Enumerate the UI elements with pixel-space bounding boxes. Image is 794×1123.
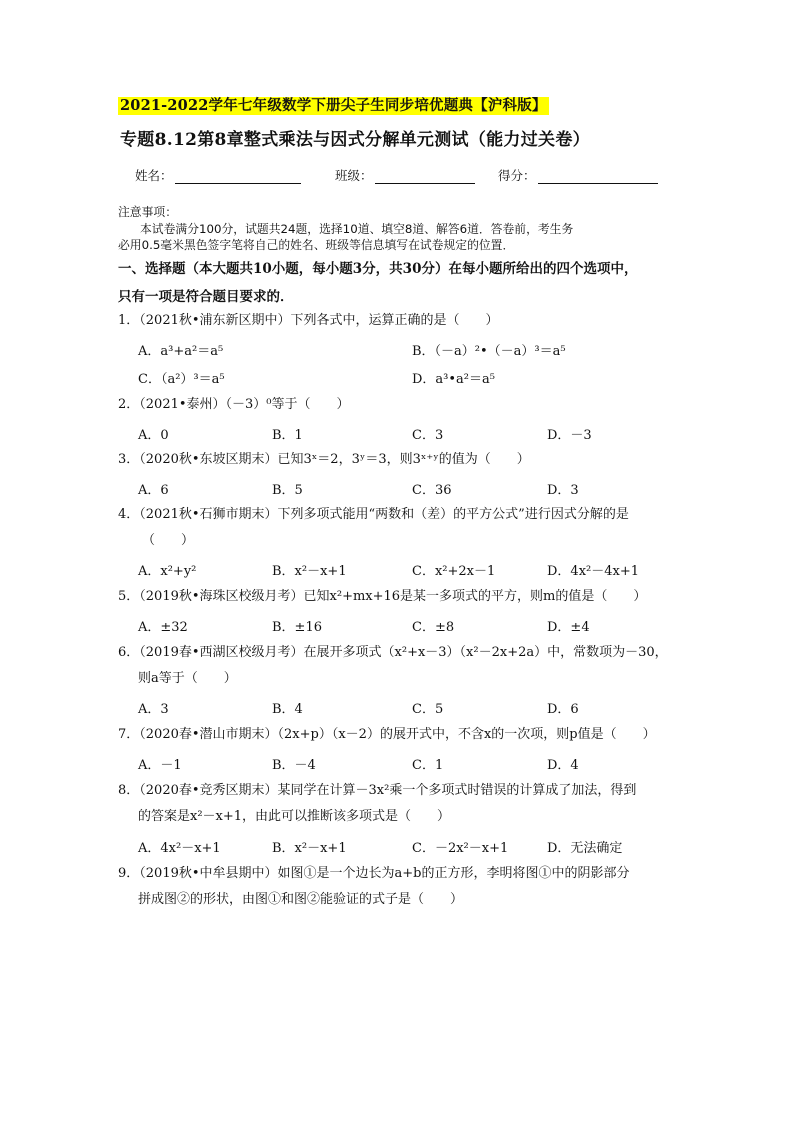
score-label: 得分： [498, 168, 536, 183]
question-6-option-a[interactable]: A．3 [138, 702, 169, 717]
notice-heading: 注意事项： [118, 205, 177, 219]
exam-title: 专题8.12第8章整式乘法与因式分解单元测试（能力过关卷） [120, 130, 590, 150]
question-4-stem-2: （ ） [142, 533, 195, 548]
question-7-options [138, 754, 698, 774]
question-7-option-c[interactable]: C．1 [412, 758, 444, 773]
notice-block [118, 204, 688, 254]
class-label: 班级： [335, 168, 373, 183]
question-3-stem: 3．（2020秋•东坡区期末）已知3ˣ＝2，3ʸ＝3，则3ˣ⁺ʸ的值为（ ） [118, 452, 530, 467]
section-line-1: 一、选择题（本大题共10小题，每小题3分，共30分）在每小题所给出的四个选项中， [118, 261, 638, 277]
question-9-stem: 9．（2019秋•中牟县期中）如图①是一个边长为a+b的正方形，李明将图①中的阴影部分 [118, 866, 630, 881]
notice-line-2: 必用0.5毫米黑色签字笔将自己的姓名、班级等信息填写在试卷规定的位置． [118, 238, 515, 252]
score-blank[interactable] [538, 169, 658, 184]
question-1-options [138, 340, 698, 360]
question-1-option-a[interactable]: A．a³+a²＝a⁵ [138, 344, 224, 359]
question-7-option-d[interactable]: D．4 [547, 758, 579, 773]
question-8-options [138, 837, 698, 857]
question-7-stem: 7．（2020春•潜山市期末）（2x+p）（x－2）的展开式中，不含x的一次项，则p值是（ ） [118, 727, 656, 742]
question-3-option-b[interactable]: B．5 [272, 483, 303, 498]
question-7-option-a[interactable]: A．－1 [138, 758, 182, 773]
question-2-stem: 2．（2021•泰州）（－3）⁰等于（ ） [118, 397, 350, 412]
question-3-options [138, 479, 698, 499]
question-6-option-c[interactable]: C．5 [412, 702, 444, 717]
question-8-stem: 8．（2020春•竞秀区期末）某同学在计算－3x²乘一个多项式时错误的计算成了加法，得到 [118, 783, 637, 798]
question-8-stem-2: 的答案是x²－x+1，由此可以推断该多项式是（ ） [138, 809, 451, 824]
question-5-option-c[interactable]: C．±8 [412, 620, 455, 635]
name-field[interactable] [135, 166, 301, 184]
section-line-2: 只有一项是符合题目要求的． [118, 289, 294, 305]
question-6-stem-2: 则a等于（ ） [138, 671, 237, 686]
question-5-option-b[interactable]: B．±16 [272, 620, 322, 635]
class-field[interactable] [335, 166, 475, 184]
student-info-row [135, 166, 695, 188]
question-7-option-b[interactable]: B．－4 [272, 758, 316, 773]
question-6-option-d[interactable]: D．6 [547, 702, 579, 717]
question-8-option-d[interactable]: D．无法确定 [547, 841, 623, 856]
question-4-option-c[interactable]: C．x²+2x－1 [412, 564, 496, 579]
question-8-option-b[interactable]: B．x²－x+1 [272, 841, 347, 856]
score-field[interactable] [498, 166, 658, 184]
question-2-option-d[interactable]: D．－3 [547, 428, 592, 443]
question-8-option-a[interactable]: A．4x²－x+1 [138, 841, 221, 856]
question-4-option-a[interactable]: A．x²+y² [138, 564, 197, 579]
question-2-option-a[interactable]: A．0 [138, 428, 169, 443]
question-2-options [138, 424, 698, 444]
question-6-option-b[interactable]: B．4 [272, 702, 303, 717]
question-5-option-d[interactable]: D．±4 [547, 620, 590, 635]
question-3-option-c[interactable]: C．36 [412, 483, 452, 498]
question-5-option-a[interactable]: A．±32 [138, 620, 188, 635]
question-2-option-b[interactable]: B．1 [272, 428, 303, 443]
question-4-stem: 4．（2021秋•石狮市期末）下列多项式能用“两数和（差）的平方公式”进行因式分解的是 [118, 507, 629, 522]
question-1-options-2 [138, 368, 698, 388]
question-2-option-c[interactable]: C．3 [412, 428, 444, 443]
question-1-stem: 1．（2021秋•浦东新区期中）下列各式中，运算正确的是（ ） [118, 313, 499, 328]
question-3-option-d[interactable]: D．3 [547, 483, 579, 498]
section-heading [118, 255, 688, 311]
question-1-option-b[interactable]: B．（－a）²•（－a）³＝a⁵ [412, 344, 566, 359]
question-9-stem-2: 拼成图②的形状，由图①和图②能验证的式子是（ ） [138, 892, 464, 907]
question-4-option-d[interactable]: D．4x²－4x+1 [547, 564, 640, 579]
question-1-option-d[interactable]: D．a³•a²＝a⁵ [412, 372, 495, 387]
question-4-options [138, 560, 698, 580]
question-4-option-b[interactable]: B．x²－x+1 [272, 564, 347, 579]
question-1-option-c[interactable]: C．（a²）³＝a⁵ [138, 372, 225, 387]
question-5-options [138, 616, 698, 636]
question-6-options [138, 698, 698, 718]
name-blank[interactable] [175, 169, 301, 184]
question-3-option-a[interactable]: A．6 [138, 483, 169, 498]
notice-line-1: 本试卷满分100分，试题共24题，选择10道、填空8道、解答6道．答卷前，考生务 [140, 221, 574, 236]
series-header: 2021-2022学年七年级数学下册尖子生同步培优题典【沪科版】 [120, 97, 547, 114]
class-blank[interactable] [375, 169, 475, 184]
question-5-stem: 5．（2019秋•海珠区校级月考）已知x²+mx+16是某一多项式的平方，则m的值是（ ） [118, 589, 647, 604]
question-8-option-c[interactable]: C．－2x²－x+1 [412, 841, 509, 856]
name-label: 姓名： [135, 168, 173, 183]
question-6-stem: 6．（2019春•西湖区校级月考）在展开多项式（x²+x－3）（x²－2x+2a）中，常数项为－30， [118, 645, 668, 660]
